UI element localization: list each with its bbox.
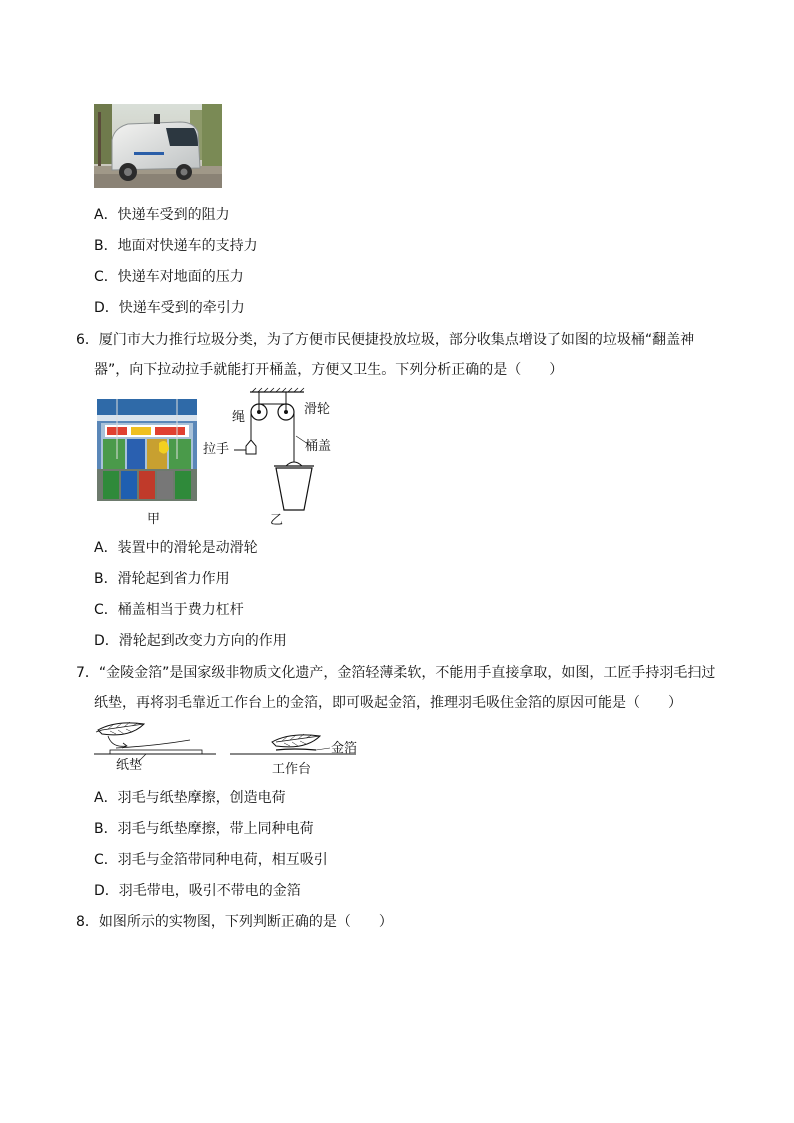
option-letter: D． xyxy=(94,300,119,316)
q7-stem-line-1 xyxy=(76,663,715,683)
question-stem: 如图所示的实物图，下列判断正确的是（ ） xyxy=(98,914,393,930)
option-text: 羽毛与纸垫摩擦，带上同种电荷 xyxy=(117,821,314,837)
option-text: 地面对快递车的支持力 xyxy=(117,238,258,254)
option-text: 装置中的滑轮是动滑轮 xyxy=(117,540,258,556)
option-text: 桶盖相当于费力杠杆 xyxy=(117,602,244,618)
figure-label-yi: 乙 xyxy=(270,513,284,528)
delivery-vehicle-photo xyxy=(94,104,222,188)
q5-option-a xyxy=(94,205,230,225)
q7-option-b xyxy=(94,819,314,839)
figure-label-jia: 甲 xyxy=(147,512,161,527)
label-gongzuotai: 工作台 xyxy=(272,762,312,777)
garbage-station-photo xyxy=(97,399,197,501)
question-stem: 纸垫，再将羽毛靠近工作台上的金箔，即可吸起金箔，推理羽毛吸住金箔的原因可能是（ ） xyxy=(94,695,682,711)
option-letter: C． xyxy=(94,602,118,618)
q6-stem-line-2 xyxy=(94,360,563,380)
option-text: 快递车受到的阻力 xyxy=(117,207,230,223)
question-stem: 器”，向下拉动拉手就能打开桶盖，方便又卫生。下列分析正确的是（ ） xyxy=(94,362,564,378)
label-hualun: 滑轮 xyxy=(304,402,331,417)
label-jinbo: 金箔 xyxy=(331,741,358,756)
feather-left xyxy=(96,722,144,735)
option-text: 滑轮起到改变力方向的作用 xyxy=(118,633,287,649)
option-letter: A． xyxy=(94,207,118,223)
q7-option-d xyxy=(94,881,301,901)
q7-stem-line-2 xyxy=(94,693,682,713)
q6-option-b xyxy=(94,569,230,589)
q6-option-d xyxy=(94,631,287,651)
option-letter: A． xyxy=(94,540,118,556)
option-text: 快递车受到的牵引力 xyxy=(118,300,245,316)
label-sheng: 绳 xyxy=(232,410,246,425)
question-stem: 厦门市大力推行垃圾分类，为了方便市民便捷投放垃圾，部分收集点增设了如图的垃圾桶“翻盖神 xyxy=(98,332,695,348)
label-tonggai: 桶盖 xyxy=(305,439,332,454)
option-text: 羽毛与金箔带同种电荷，相互吸引 xyxy=(117,852,328,868)
q6-option-a xyxy=(94,538,258,558)
q8-stem xyxy=(76,912,393,932)
question-stem: “金陵金箔”是国家级非物质文化遗产，金箔轻薄柔软，不能用手直接拿取，如图，工匠手持羽毛扫过 xyxy=(98,665,716,681)
option-text: 羽毛与纸垫摩擦，创造电荷 xyxy=(117,790,286,806)
label-zhidian: 纸垫 xyxy=(116,758,143,773)
question-number: 8． xyxy=(76,914,99,930)
option-letter: B． xyxy=(94,571,118,587)
q7-option-c xyxy=(94,850,328,870)
q7-option-a xyxy=(94,788,286,808)
q5-option-c xyxy=(94,267,244,287)
option-letter: D． xyxy=(94,883,119,899)
q5-option-d xyxy=(94,298,245,318)
option-text: 羽毛带电，吸引不带电的金箔 xyxy=(118,883,301,899)
option-text: 快递车对地面的压力 xyxy=(117,269,244,285)
q6-stem-line-1 xyxy=(76,330,694,350)
question-number: 6． xyxy=(76,332,99,348)
question-number: 7． xyxy=(76,665,99,681)
option-letter: C． xyxy=(94,852,118,868)
option-letter: C． xyxy=(94,269,118,285)
feather-right xyxy=(272,734,320,747)
label-lashou: 拉手 xyxy=(203,442,230,457)
q6-option-c xyxy=(94,600,244,620)
option-letter: D． xyxy=(94,633,119,649)
option-text: 滑轮起到省力作用 xyxy=(117,571,230,587)
option-letter: A． xyxy=(94,790,118,806)
option-letter: B． xyxy=(94,238,118,254)
q5-option-b xyxy=(94,236,258,256)
option-letter: B． xyxy=(94,821,118,837)
